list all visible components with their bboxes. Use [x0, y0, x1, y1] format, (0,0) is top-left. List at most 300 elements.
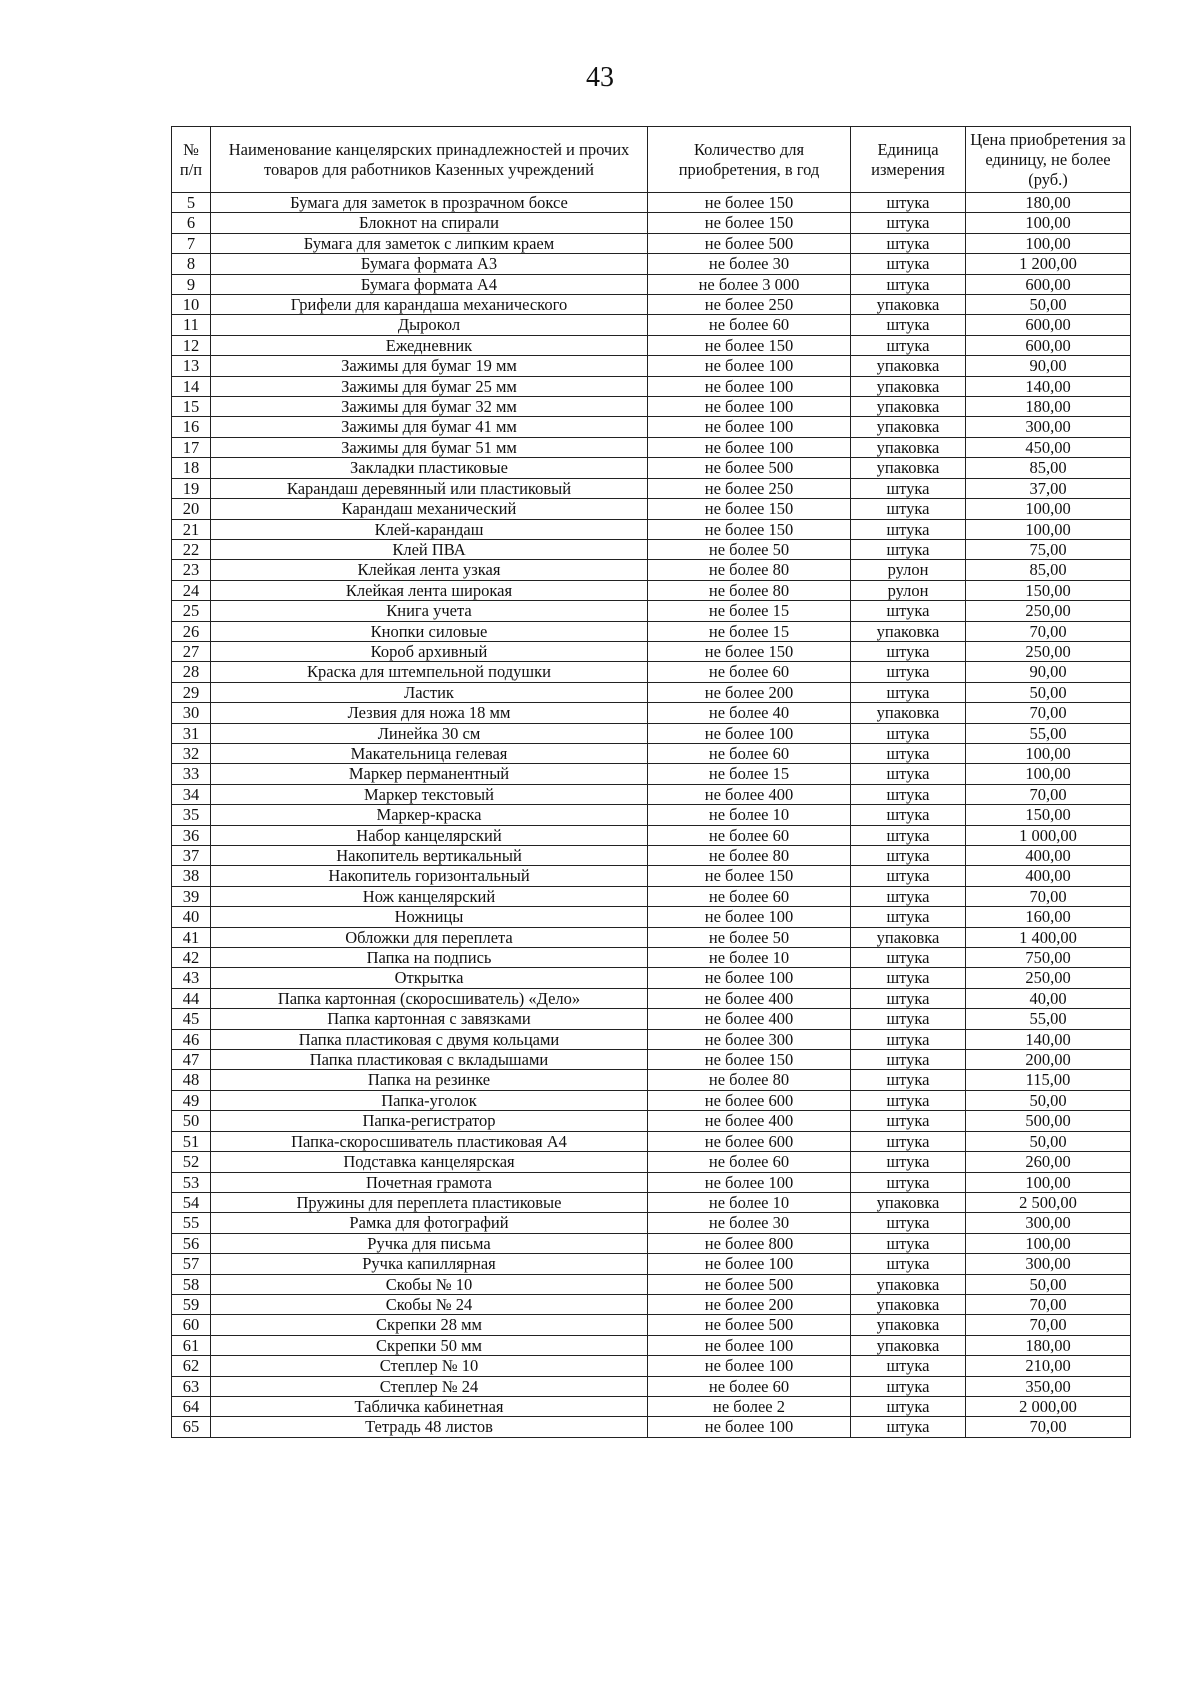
item-price: 85,00: [966, 560, 1131, 580]
row-number: 6: [172, 213, 211, 233]
row-number: 8: [172, 254, 211, 274]
header-num: № п/п: [172, 127, 211, 193]
table-row: [172, 193, 1131, 213]
item-name: Папка пластиковая с двумя кольцами: [211, 1029, 648, 1049]
item-name: Грифели для карандаша механического: [211, 295, 648, 315]
row-number: 60: [172, 1315, 211, 1335]
table-row: [172, 805, 1131, 825]
item-name: Короб архивный: [211, 641, 648, 661]
item-name: Папка-скоросшиватель пластиковая А4: [211, 1131, 648, 1151]
table-row: [172, 1335, 1131, 1355]
table-row: [172, 1356, 1131, 1376]
item-quantity: не более 200: [648, 1294, 851, 1314]
item-unit: штука: [851, 315, 966, 335]
item-quantity: не более 60: [648, 662, 851, 682]
item-price: 70,00: [966, 1417, 1131, 1437]
item-unit: штука: [851, 641, 966, 661]
item-quantity: не более 15: [648, 621, 851, 641]
table-row: [172, 846, 1131, 866]
row-number: 56: [172, 1233, 211, 1253]
item-unit: штука: [851, 1070, 966, 1090]
item-name: Степлер № 24: [211, 1376, 648, 1396]
item-price: 100,00: [966, 743, 1131, 763]
item-name: Рамка для фотографий: [211, 1213, 648, 1233]
item-quantity: не более 100: [648, 1172, 851, 1192]
item-price: 200,00: [966, 1050, 1131, 1070]
item-quantity: не более 150: [648, 335, 851, 355]
table-row: [172, 458, 1131, 478]
item-unit: упаковка: [851, 1294, 966, 1314]
item-quantity: не более 15: [648, 601, 851, 621]
item-quantity: не более 100: [648, 1417, 851, 1437]
item-unit: упаковка: [851, 417, 966, 437]
item-name: Тетрадь 48 листов: [211, 1417, 648, 1437]
item-quantity: не более 100: [648, 397, 851, 417]
table-row: [172, 213, 1131, 233]
item-unit: штука: [851, 784, 966, 804]
item-unit: штука: [851, 539, 966, 559]
table-row: [172, 601, 1131, 621]
item-name: Дырокол: [211, 315, 648, 335]
item-price: 250,00: [966, 968, 1131, 988]
item-quantity: не более 150: [648, 499, 851, 519]
item-quantity: не более 60: [648, 743, 851, 763]
item-unit: штука: [851, 1090, 966, 1110]
table-header: [172, 127, 1131, 193]
item-unit: штука: [851, 846, 966, 866]
item-unit: штука: [851, 805, 966, 825]
item-price: 40,00: [966, 988, 1131, 1008]
item-quantity: не более 100: [648, 723, 851, 743]
item-name: Макательница гелевая: [211, 743, 648, 763]
table-row: [172, 1417, 1131, 1437]
item-unit: упаковка: [851, 437, 966, 457]
item-unit: штука: [851, 519, 966, 539]
item-quantity: не более 400: [648, 784, 851, 804]
item-name: Бумага формата А3: [211, 254, 648, 274]
row-number: 16: [172, 417, 211, 437]
table-row: [172, 1192, 1131, 1212]
row-number: 42: [172, 948, 211, 968]
item-unit: упаковка: [851, 703, 966, 723]
item-unit: штука: [851, 825, 966, 845]
item-price: 150,00: [966, 805, 1131, 825]
item-unit: штука: [851, 1131, 966, 1151]
item-price: 50,00: [966, 1274, 1131, 1294]
row-number: 37: [172, 846, 211, 866]
item-unit: упаковка: [851, 295, 966, 315]
table-row: [172, 723, 1131, 743]
item-price: 400,00: [966, 846, 1131, 866]
item-quantity: не более 60: [648, 315, 851, 335]
item-quantity: не более 100: [648, 907, 851, 927]
item-unit: штука: [851, 907, 966, 927]
row-number: 54: [172, 1192, 211, 1212]
table-row: [172, 539, 1131, 559]
row-number: 28: [172, 662, 211, 682]
item-quantity: не более 50: [648, 927, 851, 947]
item-unit: рулон: [851, 560, 966, 580]
item-unit: штука: [851, 193, 966, 213]
item-quantity: не более 400: [648, 988, 851, 1008]
item-quantity: не более 50: [648, 539, 851, 559]
row-number: 31: [172, 723, 211, 743]
row-number: 26: [172, 621, 211, 641]
item-price: 70,00: [966, 621, 1131, 641]
item-unit: упаковка: [851, 376, 966, 396]
row-number: 59: [172, 1294, 211, 1314]
item-quantity: не более 100: [648, 376, 851, 396]
item-name: Зажимы для бумаг 19 мм: [211, 356, 648, 376]
table-row: [172, 356, 1131, 376]
item-name: Папка-регистратор: [211, 1111, 648, 1131]
item-quantity: не более 400: [648, 1009, 851, 1029]
item-name: Набор канцелярский: [211, 825, 648, 845]
item-name: Табличка кабинетная: [211, 1396, 648, 1416]
item-unit: упаковка: [851, 927, 966, 947]
item-quantity: не более 30: [648, 254, 851, 274]
item-price: 600,00: [966, 335, 1131, 355]
item-price: 2 000,00: [966, 1396, 1131, 1416]
row-number: 52: [172, 1152, 211, 1172]
item-quantity: не более 80: [648, 1070, 851, 1090]
row-number: 11: [172, 315, 211, 335]
table-row: [172, 1172, 1131, 1192]
row-number: 9: [172, 274, 211, 294]
item-unit: упаковка: [851, 1192, 966, 1212]
row-number: 19: [172, 478, 211, 498]
item-price: 140,00: [966, 1029, 1131, 1049]
item-name: Папка картонная с завязками: [211, 1009, 648, 1029]
row-number: 43: [172, 968, 211, 988]
item-quantity: не более 600: [648, 1090, 851, 1110]
item-name: Папка пластиковая с вкладышами: [211, 1050, 648, 1070]
item-unit: штука: [851, 1111, 966, 1131]
row-number: 30: [172, 703, 211, 723]
item-price: 70,00: [966, 1315, 1131, 1335]
item-unit: упаковка: [851, 458, 966, 478]
row-number: 5: [172, 193, 211, 213]
item-name: Скобы № 10: [211, 1274, 648, 1294]
row-number: 63: [172, 1376, 211, 1396]
item-price: 1 200,00: [966, 254, 1131, 274]
row-number: 44: [172, 988, 211, 1008]
item-unit: штука: [851, 1396, 966, 1416]
item-price: 300,00: [966, 1254, 1131, 1274]
item-price: 160,00: [966, 907, 1131, 927]
row-number: 13: [172, 356, 211, 376]
header-price: Цена приобретения за единицу, не более (руб.): [966, 127, 1131, 193]
item-quantity: не более 250: [648, 295, 851, 315]
item-name: Ручка капиллярная: [211, 1254, 648, 1274]
table-row: [172, 784, 1131, 804]
table-row: [172, 519, 1131, 539]
item-unit: штука: [851, 1172, 966, 1192]
row-number: 35: [172, 805, 211, 825]
row-number: 47: [172, 1050, 211, 1070]
row-number: 46: [172, 1029, 211, 1049]
item-quantity: не более 10: [648, 1192, 851, 1212]
table-body: [172, 193, 1131, 1438]
item-unit: штука: [851, 213, 966, 233]
item-quantity: не более 100: [648, 1335, 851, 1355]
item-quantity: не более 10: [648, 948, 851, 968]
item-quantity: не более 150: [648, 866, 851, 886]
row-number: 22: [172, 539, 211, 559]
table-row: [172, 478, 1131, 498]
item-name: Маркер-краска: [211, 805, 648, 825]
table-row: [172, 621, 1131, 641]
table-row: [172, 1254, 1131, 1274]
item-quantity: не более 100: [648, 1356, 851, 1376]
item-unit: штука: [851, 1050, 966, 1070]
table-row: [172, 743, 1131, 763]
item-price: 1 000,00: [966, 825, 1131, 845]
row-number: 15: [172, 397, 211, 417]
item-name: Зажимы для бумаг 32 мм: [211, 397, 648, 417]
item-price: 100,00: [966, 213, 1131, 233]
item-quantity: не более 80: [648, 846, 851, 866]
item-quantity: не более 60: [648, 1152, 851, 1172]
row-number: 36: [172, 825, 211, 845]
item-price: 180,00: [966, 193, 1131, 213]
item-price: 70,00: [966, 703, 1131, 723]
item-quantity: не более 100: [648, 417, 851, 437]
item-unit: штука: [851, 764, 966, 784]
row-number: 18: [172, 458, 211, 478]
table-row: [172, 499, 1131, 519]
item-unit: штука: [851, 1029, 966, 1049]
table-row: [172, 580, 1131, 600]
item-unit: штука: [851, 1233, 966, 1253]
item-price: 100,00: [966, 519, 1131, 539]
item-name: Ножницы: [211, 907, 648, 927]
table-row: [172, 988, 1131, 1008]
item-unit: штука: [851, 274, 966, 294]
item-price: 750,00: [966, 948, 1131, 968]
item-name: Кнопки силовые: [211, 621, 648, 641]
row-number: 41: [172, 927, 211, 947]
item-name: Карандаш деревянный или пластиковый: [211, 478, 648, 498]
item-price: 600,00: [966, 315, 1131, 335]
item-quantity: не более 100: [648, 356, 851, 376]
item-quantity: не более 150: [648, 519, 851, 539]
table-row: [172, 1213, 1131, 1233]
item-price: 100,00: [966, 1233, 1131, 1253]
item-name: Нож канцелярский: [211, 886, 648, 906]
item-name: Клей ПВА: [211, 539, 648, 559]
item-name: Скобы № 24: [211, 1294, 648, 1314]
item-quantity: не более 100: [648, 1254, 851, 1274]
table-row: [172, 1274, 1131, 1294]
header-unit: Единица измерения: [851, 127, 966, 193]
item-quantity: не более 150: [648, 213, 851, 233]
item-price: 37,00: [966, 478, 1131, 498]
item-name: Карандаш механический: [211, 499, 648, 519]
row-number: 12: [172, 335, 211, 355]
item-quantity: не более 600: [648, 1131, 851, 1151]
item-unit: штука: [851, 968, 966, 988]
item-unit: упаковка: [851, 356, 966, 376]
item-price: 100,00: [966, 764, 1131, 784]
item-price: 115,00: [966, 1070, 1131, 1090]
table-row: [172, 1029, 1131, 1049]
row-number: 17: [172, 437, 211, 457]
item-price: 600,00: [966, 274, 1131, 294]
item-price: 260,00: [966, 1152, 1131, 1172]
item-quantity: не более 2: [648, 1396, 851, 1416]
item-quantity: не более 40: [648, 703, 851, 723]
item-price: 180,00: [966, 397, 1131, 417]
item-price: 450,00: [966, 437, 1131, 457]
item-unit: штука: [851, 662, 966, 682]
item-name: Бумага для заметок в прозрачном боксе: [211, 193, 648, 213]
table-row: [172, 1396, 1131, 1416]
item-name: Папка на подпись: [211, 948, 648, 968]
item-unit: упаковка: [851, 621, 966, 641]
item-price: 250,00: [966, 601, 1131, 621]
row-number: 25: [172, 601, 211, 621]
item-quantity: не более 500: [648, 458, 851, 478]
item-quantity: не более 500: [648, 233, 851, 253]
item-quantity: не более 30: [648, 1213, 851, 1233]
item-price: 350,00: [966, 1376, 1131, 1396]
item-quantity: не более 800: [648, 1233, 851, 1253]
table-row: [172, 968, 1131, 988]
item-price: 140,00: [966, 376, 1131, 396]
row-number: 53: [172, 1172, 211, 1192]
item-quantity: не более 500: [648, 1274, 851, 1294]
item-quantity: не более 250: [648, 478, 851, 498]
item-unit: штука: [851, 601, 966, 621]
stationery-table: [171, 126, 1131, 1438]
item-price: 210,00: [966, 1356, 1131, 1376]
row-number: 58: [172, 1274, 211, 1294]
item-quantity: не более 10: [648, 805, 851, 825]
row-number: 50: [172, 1111, 211, 1131]
table-row: [172, 1009, 1131, 1029]
row-number: 20: [172, 499, 211, 519]
item-price: 100,00: [966, 233, 1131, 253]
item-unit: штука: [851, 254, 966, 274]
item-price: 90,00: [966, 356, 1131, 376]
table-row: [172, 437, 1131, 457]
item-price: 55,00: [966, 723, 1131, 743]
item-price: 180,00: [966, 1335, 1131, 1355]
row-number: 32: [172, 743, 211, 763]
item-quantity: не более 100: [648, 968, 851, 988]
item-quantity: не более 15: [648, 764, 851, 784]
item-name: Бумага формата А4: [211, 274, 648, 294]
item-quantity: не более 80: [648, 560, 851, 580]
item-name: Лезвия для ножа 18 мм: [211, 703, 648, 723]
item-unit: штука: [851, 335, 966, 355]
item-price: 85,00: [966, 458, 1131, 478]
item-unit: упаковка: [851, 1274, 966, 1294]
item-name: Папка картонная (скоросшиватель) «Дело»: [211, 988, 648, 1008]
table-row: [172, 1070, 1131, 1090]
item-price: 300,00: [966, 417, 1131, 437]
item-unit: штука: [851, 866, 966, 886]
item-quantity: не более 150: [648, 641, 851, 661]
item-name: Линейка 30 см: [211, 723, 648, 743]
table-row: [172, 274, 1131, 294]
item-price: 75,00: [966, 539, 1131, 559]
row-number: 24: [172, 580, 211, 600]
item-price: 400,00: [966, 866, 1131, 886]
item-name: Обложки для переплета: [211, 927, 648, 947]
item-unit: рулон: [851, 580, 966, 600]
item-name: Зажимы для бумаг 41 мм: [211, 417, 648, 437]
table-row: [172, 1233, 1131, 1253]
item-unit: штука: [851, 1213, 966, 1233]
table-row: [172, 1376, 1131, 1396]
item-quantity: не более 500: [648, 1315, 851, 1335]
item-price: 250,00: [966, 641, 1131, 661]
header-name: Наименование канцелярских принадлежностей и прочих товаров для работников Казенных учреждений: [211, 127, 648, 193]
item-unit: штука: [851, 1356, 966, 1376]
item-price: 70,00: [966, 784, 1131, 804]
item-quantity: не более 150: [648, 1050, 851, 1070]
table-row: [172, 1090, 1131, 1110]
item-price: 90,00: [966, 662, 1131, 682]
item-unit: штука: [851, 682, 966, 702]
item-unit: штука: [851, 886, 966, 906]
item-name: Папка на резинке: [211, 1070, 648, 1090]
item-unit: штука: [851, 478, 966, 498]
item-price: 2 500,00: [966, 1192, 1131, 1212]
item-quantity: не более 300: [648, 1029, 851, 1049]
table-row: [172, 682, 1131, 702]
row-number: 51: [172, 1131, 211, 1151]
item-unit: штука: [851, 233, 966, 253]
item-quantity: не более 60: [648, 825, 851, 845]
table-row: [172, 1294, 1131, 1314]
row-number: 64: [172, 1396, 211, 1416]
item-unit: штука: [851, 1417, 966, 1437]
item-unit: штука: [851, 1254, 966, 1274]
item-unit: упаковка: [851, 1315, 966, 1335]
item-quantity: не более 400: [648, 1111, 851, 1131]
item-price: 300,00: [966, 1213, 1131, 1233]
table-row: [172, 397, 1131, 417]
item-price: 100,00: [966, 499, 1131, 519]
item-price: 50,00: [966, 682, 1131, 702]
row-number: 57: [172, 1254, 211, 1274]
item-unit: штука: [851, 499, 966, 519]
item-name: Клей-карандаш: [211, 519, 648, 539]
row-number: 27: [172, 641, 211, 661]
table-row: [172, 641, 1131, 661]
row-number: 61: [172, 1335, 211, 1355]
item-price: 70,00: [966, 1294, 1131, 1314]
row-number: 55: [172, 1213, 211, 1233]
item-unit: штука: [851, 723, 966, 743]
item-name: Зажимы для бумаг 25 мм: [211, 376, 648, 396]
item-name: Степлер № 10: [211, 1356, 648, 1376]
item-unit: штука: [851, 988, 966, 1008]
item-price: 55,00: [966, 1009, 1131, 1029]
item-name: Маркер перманентный: [211, 764, 648, 784]
table-row: [172, 764, 1131, 784]
table-row: [172, 948, 1131, 968]
row-number: 62: [172, 1356, 211, 1376]
item-name: Подставка канцелярская: [211, 1152, 648, 1172]
item-price: 50,00: [966, 1090, 1131, 1110]
item-unit: упаковка: [851, 397, 966, 417]
table-row: [172, 907, 1131, 927]
item-name: Ежедневник: [211, 335, 648, 355]
